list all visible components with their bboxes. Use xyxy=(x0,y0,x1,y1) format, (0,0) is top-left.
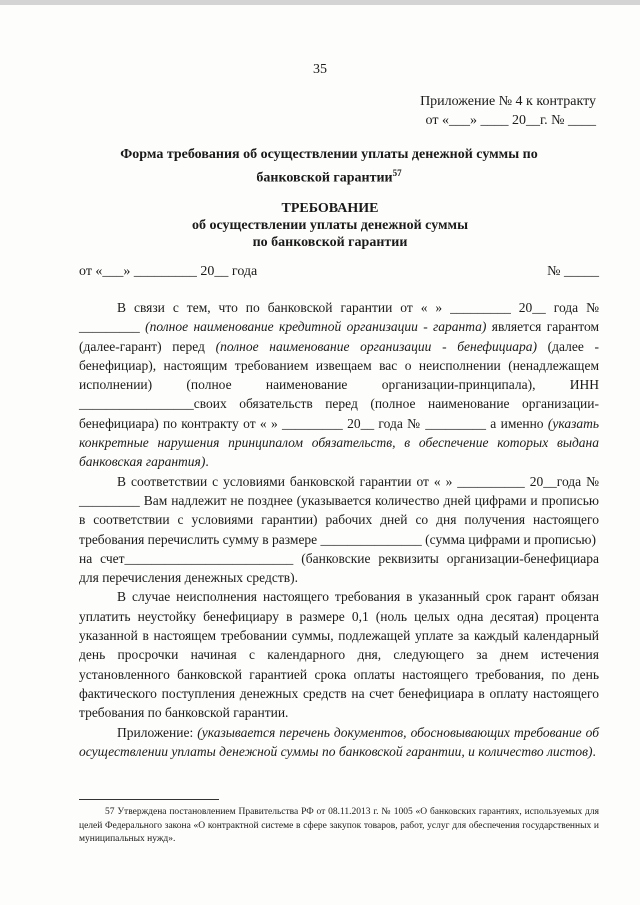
document-body xyxy=(79,298,599,761)
scan-edge xyxy=(0,0,640,5)
paragraph-notice-text-1: В связи с тем, что по банковской гарантии от « » _________ 20__ года № _________ xyxy=(79,300,599,335)
footnote-text: 57 Утверждена постановлением Правительства РФ от 08.11.2013 г. № 1005 «О банковских гарантиях, используемых для целей Федерального закона «О контрактной системе в сфере закупок товаров, работ, услуг для обеспечения государственных и муниципальных нужд». xyxy=(79,807,599,844)
paragraph-attachment-text-2: . xyxy=(592,743,596,759)
appendix-line-1: Приложение № 4 к контракту xyxy=(420,94,596,109)
paragraph-notice-italic-2: (полное наименование организации - бенефициара) xyxy=(215,338,537,354)
form-title xyxy=(104,146,554,188)
paragraph-attachment xyxy=(79,723,599,762)
paragraph-payment-demand xyxy=(79,472,599,549)
paragraph-notice-italic-3: (указать конкретные нарушения принципалом обязательств, в обеспечение которых выдана банковская гарантия) xyxy=(79,415,600,470)
document-title-line-1: ТРЕБОВАНИЕ xyxy=(281,201,379,216)
paragraph-account xyxy=(79,549,599,588)
paragraph-notice-italic-1: (полное наименование кредитной организации - гаранта) xyxy=(145,319,487,335)
appendix-line-2: от «___» ____ 20__г. № ____ xyxy=(425,113,596,128)
paragraph-attachment-text-1: Приложение: xyxy=(117,724,194,740)
paragraph-notice-text-4: . xyxy=(205,454,209,470)
document-date-line: от «___» _________ 20__ года xyxy=(79,264,258,279)
page-number: 35 xyxy=(313,62,327,77)
paragraph-notice-text-3: (далее - бенефициар), настоящим требованием извещаем вас о неисполнении (ненадлежащем исполнении) (полное наименование организации-принципала), ИНН _________________своих обязательств перед (полное наименование организации-бенефициара) по контракту от « » _________ 20__ года № _________ а именно xyxy=(79,338,600,431)
paragraph-account-text: на счет_________________________ (банковские реквизиты организации-бенефициара для перечисления денежных средств). xyxy=(79,550,599,586)
paragraph-attachment-italic: (указывается перечень документов, обосновывающих требование об осуществлении уплаты денежной суммы по банковской гарантии, и количество листов) xyxy=(79,724,600,759)
document-number-line: № _____ xyxy=(547,264,599,279)
paragraph-notice xyxy=(79,298,599,472)
footnote-reference: 57 xyxy=(392,168,402,178)
paragraph-penalty: В случае неисполнения настоящего требования в указанный срок гарант обязан уплатить неустойку бенефициару в размере 0,1 (ноль целых одна десятая) процента указанной в настоящем требовании суммы, подлежащей уплате за каждый календарный день просрочки начиная с календарного дня, следующего за днем истечения установленного банковской гарантией срока оплаты настоящего требования, по день фактического поступления денежных средств на счет бенефициара в оплату настоящего требования по банковской гарантии. xyxy=(79,589,599,721)
paragraph-notice-text-2: является гарантом (далее-гарант) перед xyxy=(79,319,599,354)
form-title-text: Форма требования об осуществлении уплаты денежной суммы по банковской гарантии xyxy=(120,147,538,186)
document-title-line-2: об осуществлении уплаты денежной суммы xyxy=(191,218,469,233)
document-title-line-3: по банковской гарантии xyxy=(252,235,408,250)
document-title xyxy=(150,200,510,251)
paragraph-payment-text-1: В соответствии с условиями банковской гарантии от « » __________ 20__года № _________ Вам надлежит не позднее (указывается количество дней цифрами и прописью в соответствии с условиями гарантии) рабочих дней со дня получения настоящего требования перечислить сумму в размере _______________ (сумма цифрами и прописью) xyxy=(79,473,599,547)
appendix-reference xyxy=(420,92,596,130)
footnote-divider xyxy=(79,799,219,800)
